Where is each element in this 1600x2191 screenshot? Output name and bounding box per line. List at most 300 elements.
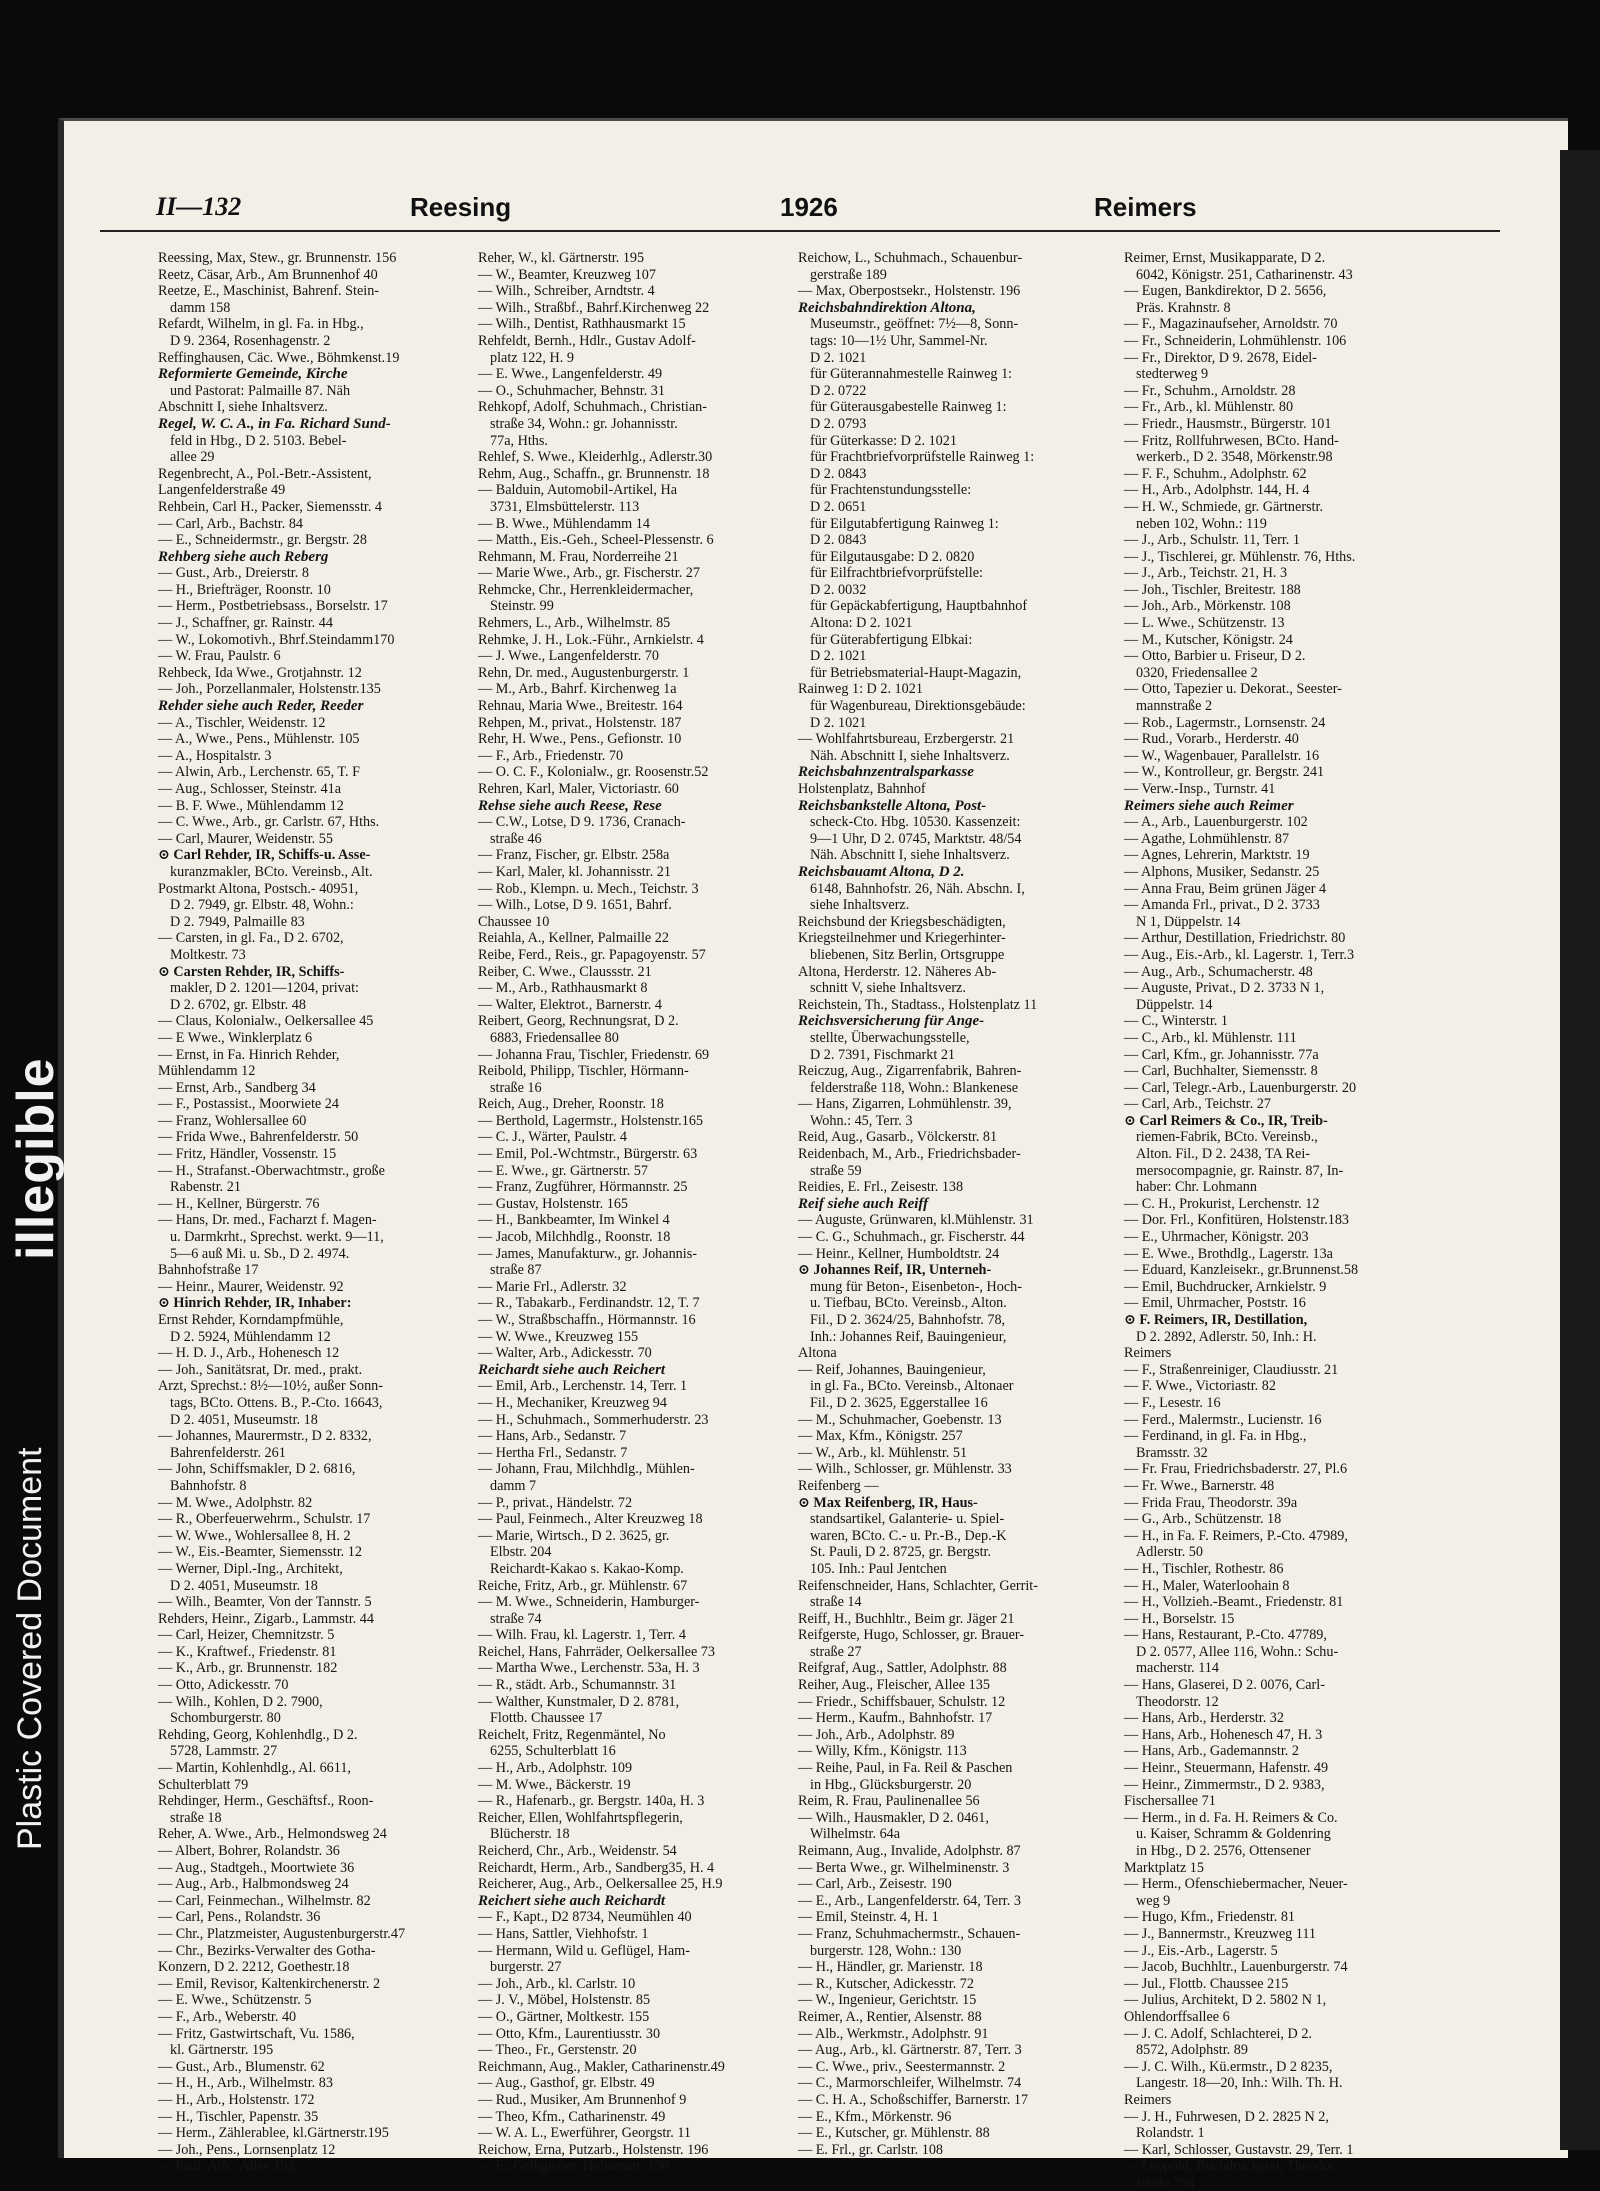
directory-line: straße 34, Wohn.: gr. Johannisstr. [490,415,678,432]
directory-line: — Berthold, Lagermstr., Holstenstr.165 [478,1112,704,1129]
directory-line: — Auguste, Privat., D 2. 3733 N 1, [1124,980,1325,997]
directory-line: — Otto, Barbier u. Friseur, D 2. [1124,648,1306,665]
directory-line: tags, BCto. Ottens. B., P.-Cto. 16643, [170,1394,383,1411]
directory-line: — J., Tischlerei, gr. Mühlenstr. 76, Hths. [1124,548,1356,565]
directory-line: — Eugen, Bankdirektor, D 2. 5656, [1124,283,1327,300]
directory-line: Steinstr. 99 [490,598,554,615]
directory-line: gerstraße 189 [810,266,887,283]
directory-line: — Wilh. Frau, kl. Lagerstr. 1, Terr. 4 [478,1627,686,1644]
directory-line: Altona: D 2. 1021 [810,615,913,632]
directory-line: — Ferd., Malermstr., Lucienstr. 16 [1124,1411,1322,1428]
directory-line: — Fritz, Gastwirtschaft, Vu. 1586, [158,2025,355,2042]
directory-column-1 [158,250,492,2175]
directory-line: — Heinr., Steuermann, Hafenstr. 49 [1124,1760,1329,1777]
page-reference: II—132 [156,192,242,221]
directory-line: — Emil, Steinstr. 4, H. 1 [798,1909,939,1926]
directory-line: D 2. 5924, Mühlendamm 12 [170,1328,331,1345]
directory-line: — G., Arb., Schützenstr. 18 [1124,1511,1282,1528]
directory-line: — Fritz, Rollfuhrwesen, BCto. Hand- [1124,432,1339,449]
directory-line: Reibe, Ferd., Reis., gr. Papagoyenstr. 57 [478,946,706,963]
directory-line: — Friedr., Schiffsbauer, Schulstr. 12 [798,1693,1006,1710]
directory-line: Reichmann, Aug., Makler, Catharinenstr.49 [478,2058,725,2075]
directory-line: D 2. 4051, Museumstr. 18 [170,1577,318,1594]
directory-line: scheck-Cto. Hbg. 10530. Kassenzeit: [810,814,1021,831]
directory-line: — F., Gelbgießer, Holstenstr. 196 [478,2158,669,2175]
directory-line: — B. Wwe., Mühlendamm 14 [478,515,650,532]
directory-line: werkerb., D 2. 3548, Mörkenstr.98 [1136,449,1333,466]
directory-line: Rehn, Dr. med., Augustenburgerstr. 1 [478,664,690,681]
directory-line: in gl. Fa., BCto. Vereinsb., Altonaer [810,1378,1014,1395]
directory-line: D 2. 2892, Adlerstr. 50, Inh.: H. [1136,1328,1317,1345]
directory-line: — Friedr., Hausmstr., Bürgerstr. 101 [1124,415,1332,432]
illegible-label: illegible [7,1057,65,1260]
directory-line: Chaussee 10 [478,913,550,930]
directory-line: Inh.: Johannes Reif, Bauingenieur, [810,1328,1007,1345]
directory-line: Refardt, Wilhelm, in gl. Fa. in Hbg., [158,316,364,333]
directory-line: — Emil, Revisor, Kaltenkirchenerstr. 2 [158,1975,381,1992]
directory-line: — Aug., Arb., Halbmondsweg 24 [158,1876,349,1893]
directory-line: — Emil, Pol.-Wchtmstr., Bürgerstr. 63 [478,1146,698,1163]
directory-line: Reidies, E. Frl., Zeisestr. 138 [798,1179,964,1196]
directory-line: — Franz, Schuhmachermstr., Schauen- [798,1925,1021,1942]
directory-line: — H., Händler, gr. Marienstr. 18 [798,1959,983,1976]
directory-line: — Alwin, Arb., Lerchenstr. 65, T. F [158,764,361,781]
directory-line: — E., Arb., Langenfelderstr. 64, Terr. 3 [798,1892,1021,1909]
directory-line: — Chr., Bezirks-Verwalter des Gotha- [158,1942,376,1959]
directory-line: Marktplatz 15 [1124,1859,1204,1876]
directory-line: — Otto, Kfm., Laurentiusstr. 30 [478,2025,661,2042]
directory-line: Rehm, Aug., Schaffn., gr. Brunnenstr. 18 [478,465,710,482]
directory-line: ⊙ Hinrich Rehder, IR, Inhaber: [158,1295,352,1312]
directory-line: — K., Arb., gr. Brunnenstr. 182 [158,1660,338,1677]
directory-line: Altona [798,1345,837,1362]
directory-line: Wohn.: 45, Terr. 3 [810,1112,913,1129]
directory-line: — Anna Frau, Beim grünen Jäger 4 [1124,880,1327,897]
directory-line: — W., Lokomotivh., Bhrf.Steindamm170 [158,631,395,648]
directory-line: — Fr., Direktor, D 9. 2678, Eidel- [1124,349,1317,366]
directory-line: — Herm., Ofenschiebermacher, Neuer- [1124,1876,1348,1893]
directory-line: — Otto, Adickesstr. 70 [158,1677,289,1694]
directory-line: — Carl, Heizer, Chemnitzstr. 5 [158,1627,335,1644]
directory-line: Flottb. Chaussee 17 [490,1710,603,1727]
directory-line: Abschnitt I, siehe Inhaltsverz. [158,399,328,416]
directory-line: — Johannes, Maurermstr., D 2. 8332, [158,1428,372,1445]
directory-line: — Amanda Frl., privat., D 2. 3733 [1124,897,1320,914]
directory-line: — Franz, Wohlersallee 60 [158,1112,307,1129]
directory-line: — Fr. Frau, Friedrichsbaderstr. 27, Pl.6 [1124,1461,1348,1478]
directory-line: — Leopold, Buchdruckerei, Theodor- [1124,2158,1339,2175]
directory-line: Reichsbankstelle Altona, Post- [798,797,987,814]
directory-line: — O., Gärtner, Moltkestr. 155 [478,2008,650,2025]
directory-line: — A., Arb., Lauenburgerstr. 102 [1124,814,1308,831]
directory-line: Bramsstr. 32 [1136,1444,1208,1461]
directory-line: Rehr, H. Wwe., Pens., Gefionstr. 10 [478,731,682,748]
directory-line: — F., Magazinaufseher, Arnoldstr. 70 [1124,316,1338,333]
directory-line: — Fritz, Händler, Vossenstr. 15 [158,1146,337,1163]
directory-line: Reichelt, Fritz, Regenmäntel, No [478,1726,666,1743]
directory-line: — H., Maler, Waterloohain 8 [1124,1577,1290,1594]
directory-line: — Aug., Arb., kl. Gärtnerstr. 87, Terr. 3 [798,2042,1022,2059]
directory-line: — Carl, Pens., Rolandstr. 36 [158,1909,321,1926]
directory-line: — C., Winterstr. 1 [1124,1013,1228,1030]
directory-line: Fil., D 2. 3625, Eggerstallee 16 [810,1394,988,1411]
directory-line: — W. A. L., Ewerführer, Georgstr. 11 [478,2125,691,2142]
directory-line: ⊙ Max Reifenberg, IR, Haus- [798,1494,978,1511]
directory-line: Holstenplatz, Bahnhof [798,781,926,797]
directory-line: Reher, W., kl. Gärtnerstr. 195 [478,250,645,266]
directory-line: u. Tiefbau, BCto. Vereinsb., Alton. [810,1295,1007,1312]
directory-line: — H., Arb., Adolphstr. 144, H. 4 [1124,482,1310,499]
directory-line: Reicher, Ellen, Wohlfahrtspflegerin, [478,1809,683,1826]
directory-line: — Wilh., Dentist, Rathhausmarkt 15 [478,316,686,333]
directory-line: Museumstr., geöffnet: 7½—8, Sonn- [810,316,1019,333]
directory-line: 6883, Friedensallee 80 [490,1029,619,1046]
header-last-entry: Reimers [1094,192,1197,222]
directory-line: — Jul., Flottb. Chaussee 215 [1124,1975,1289,1992]
directory-line: für Eilgutausgabe: D 2. 0820 [810,548,975,565]
side-annotation [0,1020,65,1850]
directory-line: — Hans, Zigarren, Lohmühlenstr. 39, [798,1096,1012,1113]
directory-line: — J., Bannermstr., Kreuzweg 111 [1124,1925,1317,1942]
directory-line: Reichsbahnzentralsparkasse [798,764,974,781]
directory-line: für Wagenbureau, Direktionsgebäude: [810,698,1026,715]
directory-line: Reimer, Ernst, Musikapparate, D 2. [1124,250,1326,266]
directory-line: D 2. 0843 [810,532,867,549]
directory-line: Fischersallee 71 [1124,1793,1216,1810]
directory-line: straße 16 [490,1079,542,1096]
directory-line: — Wilh., Schreiber, Arndtstr. 4 [478,283,655,300]
directory-line: — F. Wwe., Victoriastr. 82 [1124,1378,1276,1395]
directory-line: mersocompagnie, gr. Rainstr. 87, In- [1136,1162,1344,1179]
directory-line: — Carl, Feinmechan., Wilhelmstr. 82 [158,1892,371,1909]
directory-line: — Heinr., Maurer, Weidenstr. 92 [158,1278,344,1295]
directory-line: Reich, Aug., Dreher, Roonstr. 18 [478,1096,664,1113]
directory-line: 6255, Schulterblatt 16 [490,1743,616,1760]
directory-line: — M., Arb., Rathhausmarkt 8 [478,980,648,997]
directory-line: Wilhelmstr. 64a [810,1826,901,1843]
directory-line: — Fr., Schuhm., Arnoldstr. 28 [1124,382,1296,399]
directory-line: — J. C. Wilh., Kü.ermstr., D 2 8235, [1124,2058,1333,2075]
directory-line: — H., Briefträger, Roonstr. 10 [158,581,331,598]
directory-line: straße 39a [1136,2174,1194,2191]
directory-line: — L. Wwe., Schützenstr. 13 [1124,615,1285,632]
directory-line: Näh. Abschnitt I, siehe Inhaltsverz. [810,847,1010,864]
directory-line: — Heinr., Zimmermstr., D 2. 9383, [1124,1776,1325,1793]
directory-line: — Gust., Arb., Blumenstr. 62 [158,2058,325,2075]
directory-line: Reicherd, Chr., Arb., Weidenstr. 54 [478,1843,677,1859]
directory-line: — C., Marmorschleifer, Wilhelmstr. 74 [798,2075,1022,2092]
directory-line: u. Darmkrht., Sprechst. werkt. 9—11, [170,1229,384,1246]
directory-line: Bahrenfelderstr. 261 [170,1444,286,1461]
directory-line: Reidenbach, M., Arb., Friedrichsbader- [798,1146,1021,1163]
directory-line: — Joh., Porzellanmaler, Holstenstr.135 [158,681,381,698]
directory-line: — Carl, Kfm., gr. Johannisstr. 77a [1124,1046,1319,1063]
directory-line: Reichardt siehe auch Reichert [478,1361,666,1378]
header-year: 1926 [780,192,838,222]
directory-line: — Herm., Kaufm., Bahnhofstr. 17 [798,1710,993,1727]
directory-line: — C. Wwe., Arb., gr. Carlstr. 67, Hths. [158,814,380,831]
directory-line: — Frida Frau, Theodorstr. 39a [1124,1494,1298,1511]
directory-line: D 2. 1021 [810,714,867,731]
directory-line: — Hans, Arb., Herderstr. 32 [1124,1710,1284,1727]
directory-line: — Gust., Arb., Dreierstr. 8 [158,565,309,582]
directory-line: Reifenberg — [798,1477,879,1494]
directory-line: kl. Gärtnerstr. 195 [170,2042,274,2059]
directory-line: — Hans, Arb., Hohenesch 47, H. 3 [1124,1726,1323,1743]
directory-line: D 2. 0843 [810,465,867,482]
directory-line: — P., privat., Händelstr. 72 [478,1494,633,1511]
directory-line: Reessing, Max, Stew., gr. Brunnenstr. 156 [158,250,397,266]
directory-line: — Aug., Gasthof, gr. Elbstr. 49 [478,2075,655,2092]
directory-line: Langestr. 18—20, Inh.: Wilh. Th. H. [1136,2075,1343,2092]
directory-line: straße 46 [490,830,542,847]
directory-line: — E. Wwe., Langenfelderstr. 49 [478,366,663,383]
directory-line: — E., Kutscher, gr. Mühlenstr. 88 [798,2125,990,2142]
directory-line: — Jacob, Milchhdlg., Roonstr. 18 [478,1229,671,1246]
directory-line: — Aug., Stadtgeh., Moortwiete 36 [158,1859,355,1876]
directory-line: — Matth., Eis.-Geh., Scheel-Plessenstr. 6 [478,532,714,549]
directory-line: Reibert, Georg, Rechnungsrat, D 2. [478,1013,679,1030]
directory-line: Rehmke, J. H., Lok.-Führ., Arnkielstr. 4 [478,631,704,648]
directory-line: — F. F., Schuhm., Adolphstr. 62 [1124,465,1307,482]
directory-line: — Joh., Pens., Lornsenplatz 12 [158,2141,336,2158]
directory-line: — M. Wwe., Schneiderin, Hamburger- [478,1594,700,1611]
directory-line: — H., Tischler, Rothestr. 86 [1124,1560,1284,1577]
directory-line: Adlerstr. 50 [1136,1544,1203,1561]
directory-line: D 2. 6702, gr. Elbstr. 48 [170,996,306,1013]
directory-line: — Joh., Sanitätsrat, Dr. med., prakt. [158,1361,363,1378]
directory-line: standsartikel, Galanterie- u. Spiel- [810,1511,1005,1528]
directory-line: — Wilh., Straßbf., Bahrf.Kirchenweg 22 [478,299,710,316]
directory-line: D 2. 0651 [810,498,867,515]
directory-line: — C., Arb., kl. Mühlenstr. 111 [1124,1029,1297,1046]
directory-line: — Jacob, Buchhltr., Lauenburgerstr. 74 [1124,1959,1348,1976]
directory-line: — W., Arb., kl. Mühlenstr. 51 [798,1444,968,1461]
directory-line: — Werner, Dipl.-Ing., Architekt, [158,1560,343,1577]
directory-line: — Fr. Wwe., Barnerstr. 48 [1124,1477,1275,1494]
directory-line: Reiber, C. Wwe., Claussstr. 21 [478,963,652,980]
directory-line: Rolandstr. 1 [1136,2125,1205,2142]
directory-line: — C. Wwe., priv., Seestermannstr. 2 [798,2058,1006,2075]
directory-line: Reichow, Erna, Putzarb., Holstenstr. 196 [478,2141,709,2158]
directory-line: Reimers [1124,1345,1172,1362]
directory-line: haber: Chr. Lohmann [1136,1179,1257,1196]
directory-line: — Ernst, in Fa. Hinrich Rehder, [158,1046,340,1063]
directory-line: makler, D 2. 1201—1204, privat: [170,980,359,997]
directory-line: — C. H. A., Schoßschiffer, Barnerstr. 17 [798,2091,1029,2108]
directory-line: — Hans, Sattler, Viehhofstr. 1 [478,1925,649,1942]
directory-line: — M., Schuhmacher, Goebenstr. 13 [798,1411,1002,1428]
directory-line: — H., Borselstr. 15 [1124,1610,1235,1627]
directory-line: — Herm., in d. Fa. H. Reimers & Co. [1124,1809,1338,1826]
directory-line: — H., in Fa. F. Reimers, P.-Cto. 47989, [1124,1527,1348,1544]
directory-line: Reichow, L., Schuhmach., Schauenbur- [798,250,1023,266]
directory-line: — Carl, Arb., Zeisestr. 190 [798,1876,952,1893]
directory-line: kuranzmakler, BCto. Vereinsb., Alt. [170,863,373,880]
directory-line: — W. Wwe., Wohlersallee 8, H. 2 [158,1527,351,1544]
directory-line: Näh. Abschnitt I, siehe Inhaltsverz. [810,747,1010,764]
directory-line: siehe Inhaltsverz. [810,897,910,914]
directory-line: 5728, Lammstr. 27 [170,1743,278,1760]
directory-line: Reid, Aug., Gasarb., Völckerstr. 81 [798,1129,998,1146]
directory-column-3 [798,250,1132,2158]
directory-line: ⊙ Carl Rehder, IR, Schiffs-u. Asse- [158,847,371,864]
directory-line: — Marie, Wirtsch., D 2. 3625, gr. [478,1527,670,1544]
directory-line: Reffinghausen, Cäc. Wwe., Böhmkenst.19 [158,349,400,366]
directory-line: — Marie Frl., Adlerstr. 32 [478,1278,627,1295]
directory-line: — John, Schiffsmakler, D 2. 6816, [158,1461,356,1478]
directory-line: — Agnes, Lehrerin, Marktstr. 19 [1124,847,1310,864]
directory-line: — E., Kfm., Mörkenstr. 96 [798,2108,952,2125]
directory-line: Altona, Herderstr. 12. Näheres Ab- [798,963,997,980]
directory-line: für Eilfrachtbriefvorprüfstelle: [810,565,983,582]
directory-line: — F., Straßenreiniger, Claudiusstr. 21 [1124,1361,1339,1378]
directory-line: Ernst Rehder, Korndampfmühle, [158,1312,344,1328]
directory-line: — Wohlfahrtsbureau, Erzbergerstr. 21 [798,731,1015,748]
directory-line: 105. Inh.: Paul Jentchen [810,1560,947,1577]
directory-line: Reiff, H., Buchhltr., Beim gr. Jäger 21 [798,1610,1015,1627]
directory-line: 77a, Hths. [490,432,548,449]
directory-line: D 2. 1021 [810,648,867,665]
directory-line: — J., Arb., Schulstr. 11, Terr. 1 [1124,532,1300,549]
directory-line: Rehlef, S. Wwe., Kleiderhlg., Adlerstr.30 [478,449,713,466]
directory-line: — Martha Wwe., Lerchenstr. 53a, H. 3 [478,1660,700,1677]
directory-line: — Arthur, Destillation, Friedrichstr. 80 [1124,930,1346,947]
directory-line: Regel, W. C. A., in Fa. Richard Sund- [158,415,391,432]
directory-line: — Balduin, Automobil-Artikel, Ha [478,482,677,499]
directory-line: D 2. 7391, Fischmarkt 21 [810,1046,956,1063]
directory-line: tags: 10—1½ Uhr, Sammel-Nr. [810,332,988,349]
directory-line: Bahnhofstraße 17 [158,1262,259,1279]
directory-line: — Hermann, Wild u. Geflügel, Ham- [478,1942,690,1959]
directory-line: — Aug., Eis.-Arb., kl. Lagerstr. 1, Terr.3 [1124,946,1355,963]
page-edge-shadow [1560,150,1600,2150]
directory-line: — E. Wwe., gr. Gärtnerstr. 57 [478,1162,648,1179]
directory-line: — E., Schneidermstr., gr. Bergstr. 28 [158,532,367,549]
directory-line: — W., Kontrolleur, gr. Bergstr. 241 [1124,764,1325,781]
directory-line: — Max, Oberpostsekr., Holstenstr. 196 [798,283,1021,300]
directory-line: Reichardt, Herm., Arb., Sandberg35, H. 4 [478,1859,715,1876]
directory-line: Rehdinger, Herm., Geschäftsf., Roon- [158,1793,374,1810]
directory-line: Rehding, Georg, Kohlenhdlg., D 2. [158,1726,358,1743]
directory-line: D 9. 2364, Rosenhagenstr. 2 [170,332,331,349]
directory-line: Reichardt-Kakao s. Kakao-Komp. [490,1560,684,1577]
directory-line: Reichstein, Th., Stadtass., Holstenplatz 11 [798,996,1038,1013]
directory-line: — J. C. Adolf, Schlachterei, D 2. [1124,2025,1312,2042]
directory-line: straße 74 [490,1610,542,1627]
directory-line: macherstr. 114 [1136,1660,1219,1677]
directory-line: — J., Arb., Teichstr. 21, H. 3 [1124,565,1288,582]
directory-line: D 2. 7949, gr. Elbstr. 48, Wohn.: [170,897,354,914]
directory-line: — Fr., Arb., kl. Mühlenstr. 80 [1124,399,1294,416]
directory-line: damm 158 [170,299,231,316]
directory-line: weg 9 [1136,1892,1171,1909]
directory-line: D 2. 0793 [810,415,867,432]
directory-line: ⊙ Carsten Rehder, IR, Schiffs- [158,963,345,980]
directory-line: 3731, Elmsbüttelerstr. 113 [490,498,640,515]
directory-line: für Güterabfertigung Elbkai: [810,631,973,648]
directory-line: — Dor. Frl., Konfitüren, Holstenstr.183 [1124,1212,1350,1229]
directory-line: — Paul, Feinmech., Alter Kreuzweg 18 [478,1511,703,1528]
directory-line: — Rob., Klempn. u. Mech., Teichstr. 3 [478,880,699,897]
directory-line: — C.W., Lotse, D 9. 1736, Cranach- [478,814,686,831]
directory-line: 0320, Friedensallee 2 [1136,664,1258,681]
directory-line: — Ernst, Arb., Sandberg 34 [158,1079,316,1096]
directory-line: — Verw.-Insp., Turnstr. 41 [1124,781,1276,797]
directory-line: — O., Schuhmacher, Behnstr. 31 [478,382,665,399]
directory-line: — E., Uhrmacher, Königstr. 203 [1124,1229,1309,1246]
directory-line: damm 7 [490,1477,537,1494]
directory-line: straße 27 [810,1643,862,1660]
directory-line: — Theo, Kfm., Catharinenstr. 49 [478,2108,666,2125]
directory-line: — Joh., Arb., kl. Carlstr. 10 [478,1975,636,1992]
directory-line: D 2. 7949, Palmaille 83 [170,913,305,930]
directory-line: D 2. 4051, Museumstr. 18 [170,1411,318,1428]
directory-line: — J. Wwe., Langenfelderstr. 70 [478,648,659,665]
directory-line: — R., Tabakarb., Ferdinandstr. 12, T. 7 [478,1295,700,1312]
directory-line: — Walter, Elektrot., Barnerstr. 4 [478,996,662,1013]
directory-line: Reimer, A., Rentier, Alsenstr. 88 [798,2008,982,2025]
directory-line: — A., Hospitalstr. 3 [158,747,272,764]
directory-line: — Hans, Arb., Sedanstr. 7 [478,1428,627,1445]
directory-line: Reiczug, Aug., Zigarrenfabrik, Bahren- [798,1063,1022,1080]
directory-line: — James, Manufakturw., gr. Johannis- [478,1245,697,1262]
directory-line: für Güterkasse: D 2. 1021 [810,432,957,449]
directory-line: — Joh., Arb., Adolphstr. 89 [798,1726,955,1743]
directory-line: Konzern, D 2. 2212, Goethestr.18 [158,1959,350,1976]
directory-line: — Herm., Postbetriebsass., Borselstr. 17 [158,598,388,615]
directory-line: u. Kaiser, Schramm & Goldenring [1136,1826,1331,1843]
directory-line: Mühlendamm 12 [158,1063,256,1080]
directory-line: — Karl, Maler, kl. Johannisstr. 21 [478,863,671,880]
directory-line: — W., Eis.-Beamter, Siemensstr. 12 [158,1544,362,1561]
directory-line: — Franz, Zugführer, Hörmannstr. 25 [478,1179,688,1196]
directory-line: — Julius, Architekt, D 2. 5802 N 1, [1124,1992,1327,2009]
directory-line: — Hans, Arb., Gademannstr. 2 [1124,1743,1299,1760]
directory-line: — W. Wwe., Kreuzweg 155 [478,1328,639,1345]
directory-line: — H., Mechaniker, Kreuzweg 94 [478,1394,667,1411]
directory-line: — Franz, Fischer, gr. Elbstr. 258a [478,847,670,864]
directory-line: — H., Schuhmach., Sommerhuderstr. 23 [478,1411,709,1428]
plastic-covered-label: Plastic Covered Document [11,1447,49,1850]
directory-line: 8572, Adolphstr. 89 [1136,2042,1248,2059]
directory-line: — Carl, Arb., Bachstr. 84 [158,515,304,532]
directory-line: Präs. Krahnstr. 8 [1136,299,1231,316]
directory-line: — E. Frl., gr. Carlstr. 108 [798,2141,944,2158]
directory-line: — Rud., Musiker, Am Brunnenhof 9 [478,2091,687,2108]
directory-line: — H., Arb., Adolphstr. 109 [478,1760,633,1777]
directory-line: — H., Vollzieh.-Beamt., Friedenstr. 81 [1124,1594,1344,1611]
directory-line: 6042, Königstr. 251, Catharinenstr. 43 [1136,266,1353,283]
directory-column-4 [1124,250,1458,2191]
directory-line: — Carl, Maurer, Weidenstr. 55 [158,830,333,847]
directory-line: Rehpen, M., privat., Holstenstr. 187 [478,714,682,731]
directory-line: Rehbeck, Ida Wwe., Grotjahnstr. 12 [158,664,362,681]
directory-line: Reimers [1124,2091,1172,2108]
directory-line: Rehkopf, Adolf, Schuhmach., Christian- [478,399,707,416]
directory-line: — Walter, Arb., Adickesstr. 70 [478,1345,652,1362]
directory-line: — Ferdinand, in gl. Fa. in Hbg., [1124,1428,1307,1445]
directory-line: ⊙ Carl Reimers & Co., IR, Treib- [1124,1112,1328,1129]
directory-line: — K., Kraftwef., Friedenstr. 81 [158,1643,337,1660]
header-first-entry: Reesing [410,192,512,222]
directory-line: Rehren, Karl, Maler, Victoriastr. 60 [478,781,679,797]
page-header [100,190,1500,232]
directory-line: Reichsbahndirektion Altona, [798,299,976,316]
directory-line: — H., Kellner, Bürgerstr. 76 [158,1195,320,1212]
directory-line: Rehberg siehe auch Reberg [158,548,329,565]
directory-line: — H. D. J., Arb., Hohenesch 12 [158,1345,340,1362]
